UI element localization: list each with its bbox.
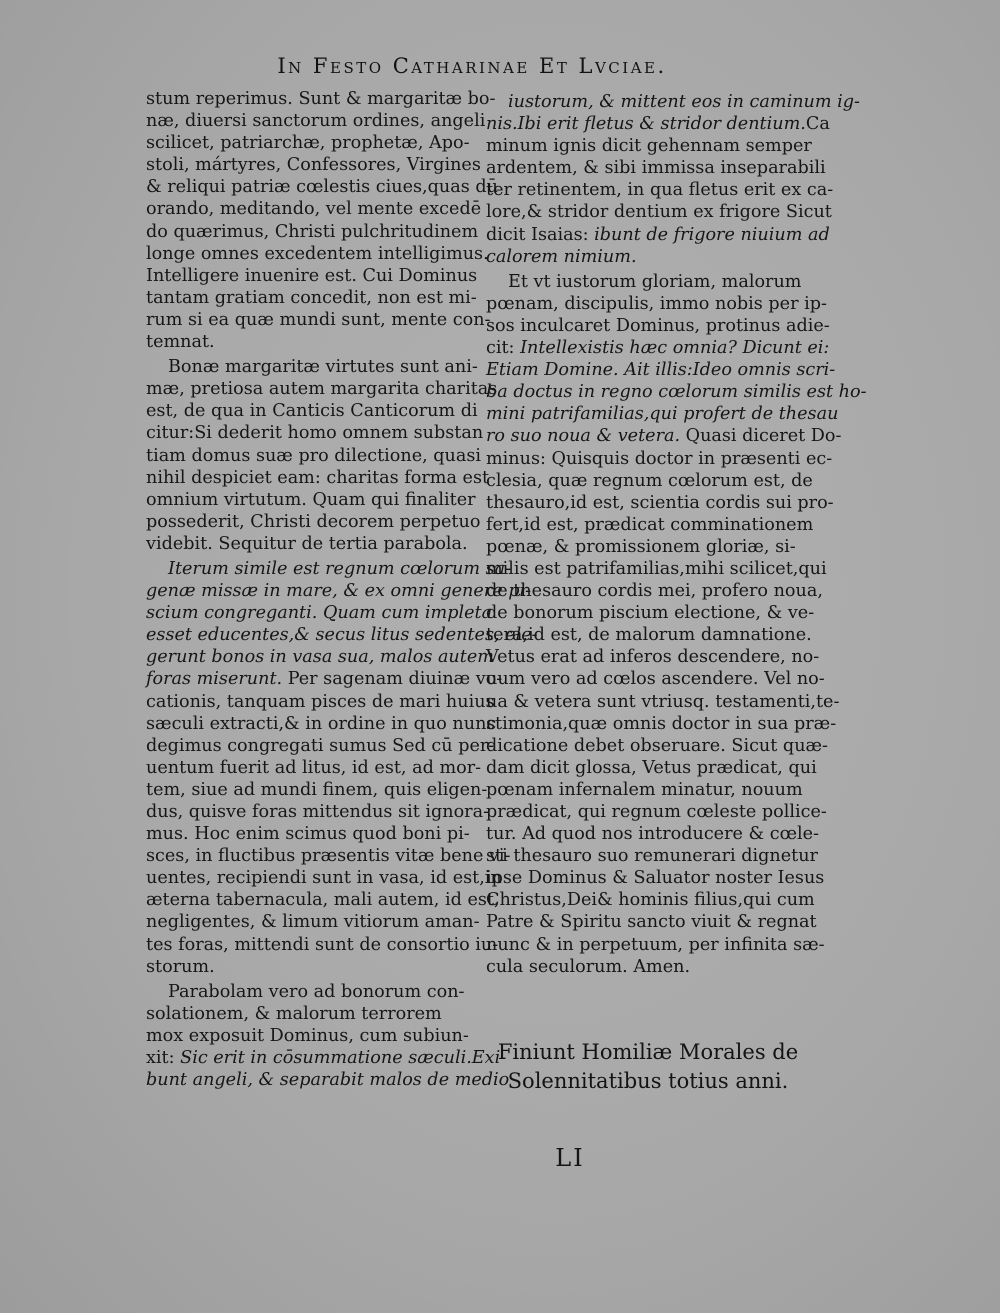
text-line: longe omnes excedentem intelligimus. [146,243,489,264]
text-line: calorem nimium. [486,246,637,267]
text-line: uum vero ad cœlos ascendere. Vel no- [486,669,825,690]
paragraph [146,981,510,1091]
italic-lines [146,558,538,668]
text-line: Parabolam vero ad bonorum con- [168,981,465,1002]
text-line: sos inculcaret Dominus, protinus adie- [486,315,830,336]
text-line: nunc & in perpetuum, per infinita sæ- [486,934,825,955]
paragraph [486,271,867,978]
colophon-line: Finiunt Homiliæ Morales de [497,1040,799,1064]
text-line: possederit, Christi decorem perpetuo [146,511,481,532]
text-line: negligentes, & limum vitiorum aman- [146,912,480,933]
roman-lines [146,691,511,978]
text-line: tantam gratiam concedit, non est mi- [146,287,477,308]
running-header: In Festo Catharinae Et Lvciae. [277,54,667,78]
text-line: do quærimus, Christi pulchritudinem [146,221,479,242]
text-line: Vetus erat ad inferos descendere, no- [486,647,820,668]
text-line: lore,& stridor dentium ex frigore Sicut [486,202,832,223]
text-line: xit: Sic erit in cōsummatione sæculi.Exi- [146,1048,507,1069]
text-line: sti thesauro suo remunerari dignetur [486,846,818,867]
text-line: sces, in fluctibus præsentis vitæ bene vi- [146,846,511,867]
text-line: storum. [146,956,215,977]
text-line: cula seculorum. Amen. [486,956,691,977]
text-line: ardentem, & sibi immissa inseparabili [486,158,826,179]
text-line: rum si ea quæ mundi sunt, mente con- [146,309,491,330]
text-line: ter retinentem, in qua fletus erit ex ca- [486,180,834,201]
text-line: dam dicit glossa, Vetus prædicat, qui [486,757,817,778]
text-line: mini patrifamilias,qui profert de thesau [486,404,839,425]
right-column [486,88,867,978]
text-line: stoli, mártyres, Confessores, Virgines [146,155,481,176]
text-line: esset educentes,& secus litus sedentes, ele- [146,625,538,646]
text-line: clesia, quæ regnum cœlorum est, de [486,470,813,491]
colophon [478,1038,818,1096]
colophon-line: Solennitatibus totius anni. [507,1069,789,1093]
text-line: cationis, tanquam pisces de mari huius [146,691,495,712]
text-line: pœnam infernalem minatur, nouum [486,779,803,800]
text-line: de thesauro cordis mei, profero noua, [486,581,823,602]
paragraph [486,91,860,268]
roman-lines [486,135,834,223]
text-line: ro suo noua & vetera. Quasi diceret Do- [486,426,842,447]
text-line: pœnam, discipulis, immo nobis per ip- [486,293,827,314]
text-line: citur:Si dederit homo omnem substan [146,423,484,444]
text-line: tera,id est, de malorum damnatione. [486,625,812,646]
text-line: fert,id est, prædicat comminationem [486,514,814,535]
text-line: ua & vetera sunt vtriusq. testamenti,te- [486,691,840,712]
text-line: nis.Ibi erit fletus & stridor dentium.Ca [486,114,830,135]
text-line: thesauro,id est, scientia cordis sui pro- [486,492,834,513]
text-line: dus, quisve foras mittendus sit ignora- [146,802,490,822]
roman-lines [146,981,468,1047]
text-line: scilicet, patriarchæ, prophetæ, Apo- [146,133,470,154]
text-line: iustorum, & mittent eos in caminum ig- [508,92,860,112]
paragraph [146,356,498,555]
text-line: Bonæ margaritæ virtutes sunt ani- [168,357,478,378]
text-line: tes foras, mittendi sunt de consortio iu- [146,934,499,955]
text-line: stimonia,quæ omnis doctor in sua præ- [486,713,837,734]
text-line: tem, siue ad mundi finem, quis eligen- [146,779,488,800]
signature-mark: LI [555,1144,585,1172]
text-line: Etiam Domine. Ait illis:Ideo omnis scri- [486,360,836,381]
text-line: ba doctus in regno cœlorum similis est ho- [486,382,867,403]
text-line: dicatione debet obseruare. Sicut quæ- [486,735,829,756]
text-line: cit: Intellexistis hæc omnia? Dicunt ei: [486,338,830,359]
text-line: Patre & Spiritu sancto viuit & regnat [486,912,817,933]
text-line: ipse Dominus & Saluator noster Iesus [486,868,825,889]
text-line: mox exposuit Dominus, cum subiun- [146,1025,469,1046]
text-line: Et vt iustorum gloriam, malorum [508,271,802,292]
text-line: Intelligere inuenire est. Cui Dominus [146,265,478,286]
text-line: omnium virtutum. Quam qui finaliter [146,489,476,510]
paragraph [146,88,498,353]
text-line: orando, meditando, vel mente excedē [146,199,482,220]
text-line: tur. Ad quod nos introducere & cœle- [486,824,820,845]
text-line: bunt angeli, & separabit malos de medio [146,1070,510,1091]
text-line: minus: Quisquis doctor in præsenti ec- [486,448,833,469]
text-line: mus. Hoc enim scimus quod boni pi- [146,824,470,845]
text-line: Iterum simile est regnum cœlorum sa- [168,558,512,579]
text-line: æterna tabernacula, mali autem, id est, [146,890,500,911]
text-line: prædicat, qui regnum cœleste pollice- [486,802,827,822]
text-line: genæ missæ in mare, & ex omni genere pi- [146,581,532,602]
paragraph [146,558,538,978]
text-line: est, de qua in Canticis Canticorum di [146,401,478,422]
text-line: næ, diuersi sanctorum ordines, angeli [146,111,486,132]
text-line: & reliqui patriæ cœlestis ciues,quas dū [146,177,498,198]
text-line: videbit. Sequitur de tertia parabola. [146,533,468,554]
left-column [146,88,538,1091]
text-line: tiam domus suæ pro dilectione, quasi [146,445,482,466]
text-line: sæculi extracti,& in ordine in quo nunc [146,713,497,734]
text-line: milis est patrifamilias,mihi scilicet,qui [486,558,827,579]
text-line: degimus congregati sumus Sed cū per- [146,735,495,756]
text-line: Christus,Dei& hominis filius,qui cum [486,890,815,911]
text-line: minum ignis dicit gehennam semper [486,136,812,157]
text-line: nihil despiciet eam: charitas forma est [146,467,490,488]
text-line: pœnæ, & promissionem gloriæ, si- [486,536,796,557]
text-line: mæ, pretiosa autem margarita charitas [146,379,498,400]
text-line: foras miserunt. Per sagenam diuinæ vo- [146,669,503,690]
roman-lines [486,448,840,978]
text-line: temnat. [146,332,215,353]
text-line: solationem, & malorum terrorem [146,1003,442,1024]
text-line: dicit Isaias: ibunt de frigore niuium ad [486,224,830,245]
text-line: stum reperimus. Sunt & margaritæ bo- [146,89,496,109]
text-line: uentum fuerit ad litus, id est, ad mor- [146,757,482,778]
roman-lines [486,271,830,337]
text-line: gerunt bonos in vasa sua, malos autem [146,647,494,668]
text-line: uentes, recipiendi sunt in vasa, id est,in [146,868,502,889]
text-line: de bonorum piscium electione, & ve- [486,603,815,624]
text-line: scium congreganti. Quam cum impleta [146,603,493,624]
